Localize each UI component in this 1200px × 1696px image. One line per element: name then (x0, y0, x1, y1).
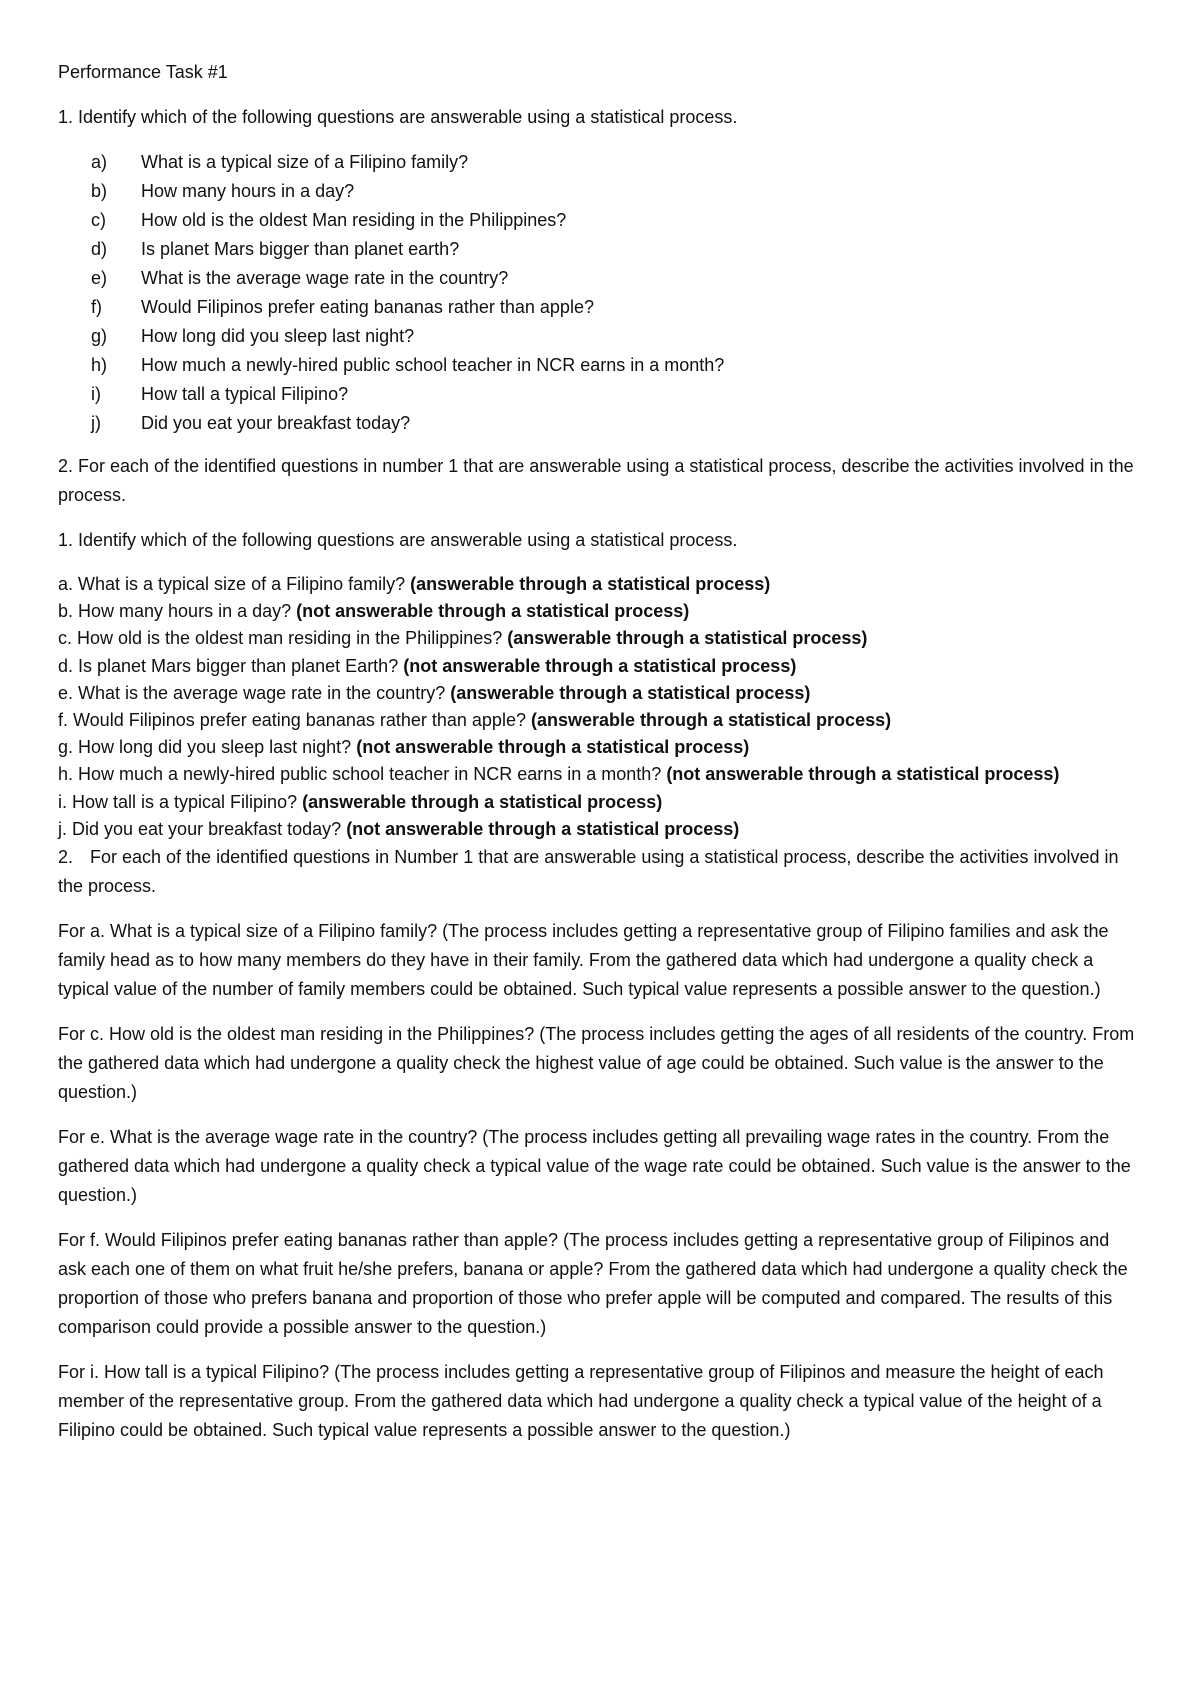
answer-verdict: (not answerable through a statistical process) (356, 737, 750, 758)
answer-verdict: (not answerable through a statistical process) (403, 655, 797, 676)
answer-verdict: (answerable through a statistical process) (507, 628, 868, 649)
answer-row: h. How much a newly-hired public school teacher in NCR earns in a month? (not answerable through a statistical process) (58, 764, 1060, 785)
list-item: c) How old is the oldest Man residing in the Philippines? (91, 210, 567, 230)
answer-row: f. Would Filipinos prefer eating bananas rather than apple? (answerable through a statistical process) (58, 710, 892, 731)
process-paragraph-e: For e. What is the average wage rate in the country? (The process includes getting all prevailing wage rates in the country. From the gathered data which had undergone a quality check a typical value of the wage rate could be obtained. Such value is the answer to the question.) (58, 1127, 1131, 1206)
page-title: Performance Task #1 (58, 62, 228, 82)
list-item: i) How tall a typical Filipino? (91, 384, 349, 404)
process-paragraph-a: For a. What is a typical size of a Filipino family? (The process includes getting a representative group of Filipino families and ask the family head as to how many members do they have in their family. From the gathered data which had undergone a quality check a typical value of the number of family members could be obtained. Such typical value represents a possible answer to the question.) (58, 921, 1109, 1000)
list-item: f) Would Filipinos prefer eating bananas rather than apple? (91, 297, 594, 317)
answer-row: b. How many hours in a day? (not answerable through a statistical process) (58, 601, 690, 622)
question-list (58, 148, 1140, 438)
answer-verdict: (not answerable through a statistical process) (296, 601, 690, 622)
list-item: e) What is the average wage rate in the country? (91, 268, 509, 288)
answer-row: d. Is planet Mars bigger than planet Earth? (not answerable through a statistical process) (58, 655, 797, 676)
question-2-prompt: 2. For each of the identified questions in number 1 that are answerable using a statistical process, describe the activities involved in the process. (58, 456, 1134, 505)
question-1-prompt: 1. Identify which of the following questions are answerable using a statistical process. (58, 107, 738, 127)
answer-row: a. What is a typical size of a Filipino family? (answerable through a statistical process) (58, 574, 771, 594)
question-2-prompt-repeat: 2. For each of the identified questions in Number 1 that are answerable using a statistical process, describe the activities involved in the process. (58, 847, 1119, 897)
answer-verdict: (not answerable through a statistical process) (666, 764, 1060, 785)
list-item: h) How much a newly-hired public school teacher in NCR earns in a month? (91, 355, 725, 375)
answer-verdict: (answerable through a statistical process) (410, 574, 771, 594)
list-item: b) How many hours in a day? (91, 181, 355, 201)
answer-list (58, 571, 1140, 843)
answer-verdict: (answerable through a statistical process) (450, 682, 811, 703)
answer-row: i. How tall is a typical Filipino? (answerable through a statistical process) (58, 791, 663, 812)
answer-verdict: (answerable through a statistical process) (530, 710, 892, 731)
process-paragraph-c: For c. How old is the oldest man residing in the Philippines? (The process includes getting the ages of all residents of the country. From the gathered data which had undergone a quality check the highest value of age could be obtained. Such value is the answer to the question.) (58, 1024, 1135, 1103)
answer-row: e. What is the average wage rate in the country? (answerable through a statistical process) (58, 682, 811, 703)
question-1-prompt-repeat: 1. Identify which of the following questions are answerable using a statistical process. (58, 530, 738, 550)
list-item: g) How long did you sleep last night? (91, 326, 415, 346)
list-item: a) What is a typical size of a Filipino family? (91, 152, 469, 172)
answer-row: c. How old is the oldest man residing in the Philippines? (answerable through a statistical process) (58, 628, 868, 649)
process-paragraph-i: For i. How tall is a typical Filipino? (The process includes getting a representative group of Filipinos and measure the height of each member of the representative group. From the gathered data which had undergone a quality check a typical value of the height of a Filipino could be obtained. Such typical value represents a possible answer to the question.) (58, 1362, 1104, 1441)
answer-row: j. Did you eat your breakfast today? (not answerable through a statistical process) (58, 818, 740, 839)
list-item: d) Is planet Mars bigger than planet earth? (91, 239, 460, 259)
answer-verdict: (not answerable through a statistical process) (346, 818, 740, 839)
answer-row: g. How long did you sleep last night? (not answerable through a statistical process) (58, 737, 750, 758)
list-item: j) Did you eat your breakfast today? (91, 413, 411, 433)
process-paragraph-f: For f. Would Filipinos prefer eating bananas rather than apple? (The process includes getting a representative group of Filipinos and ask each one of them on what fruit he/she prefers, banana or apple? From the gathered data which had undergone a quality check the proportion of those who prefers banana and proportion of those who prefer apple will be computed and compared. The results of this comparison could provide a possible answer to the question.) (58, 1230, 1128, 1338)
answer-verdict: (answerable through a statistical process) (302, 791, 663, 812)
